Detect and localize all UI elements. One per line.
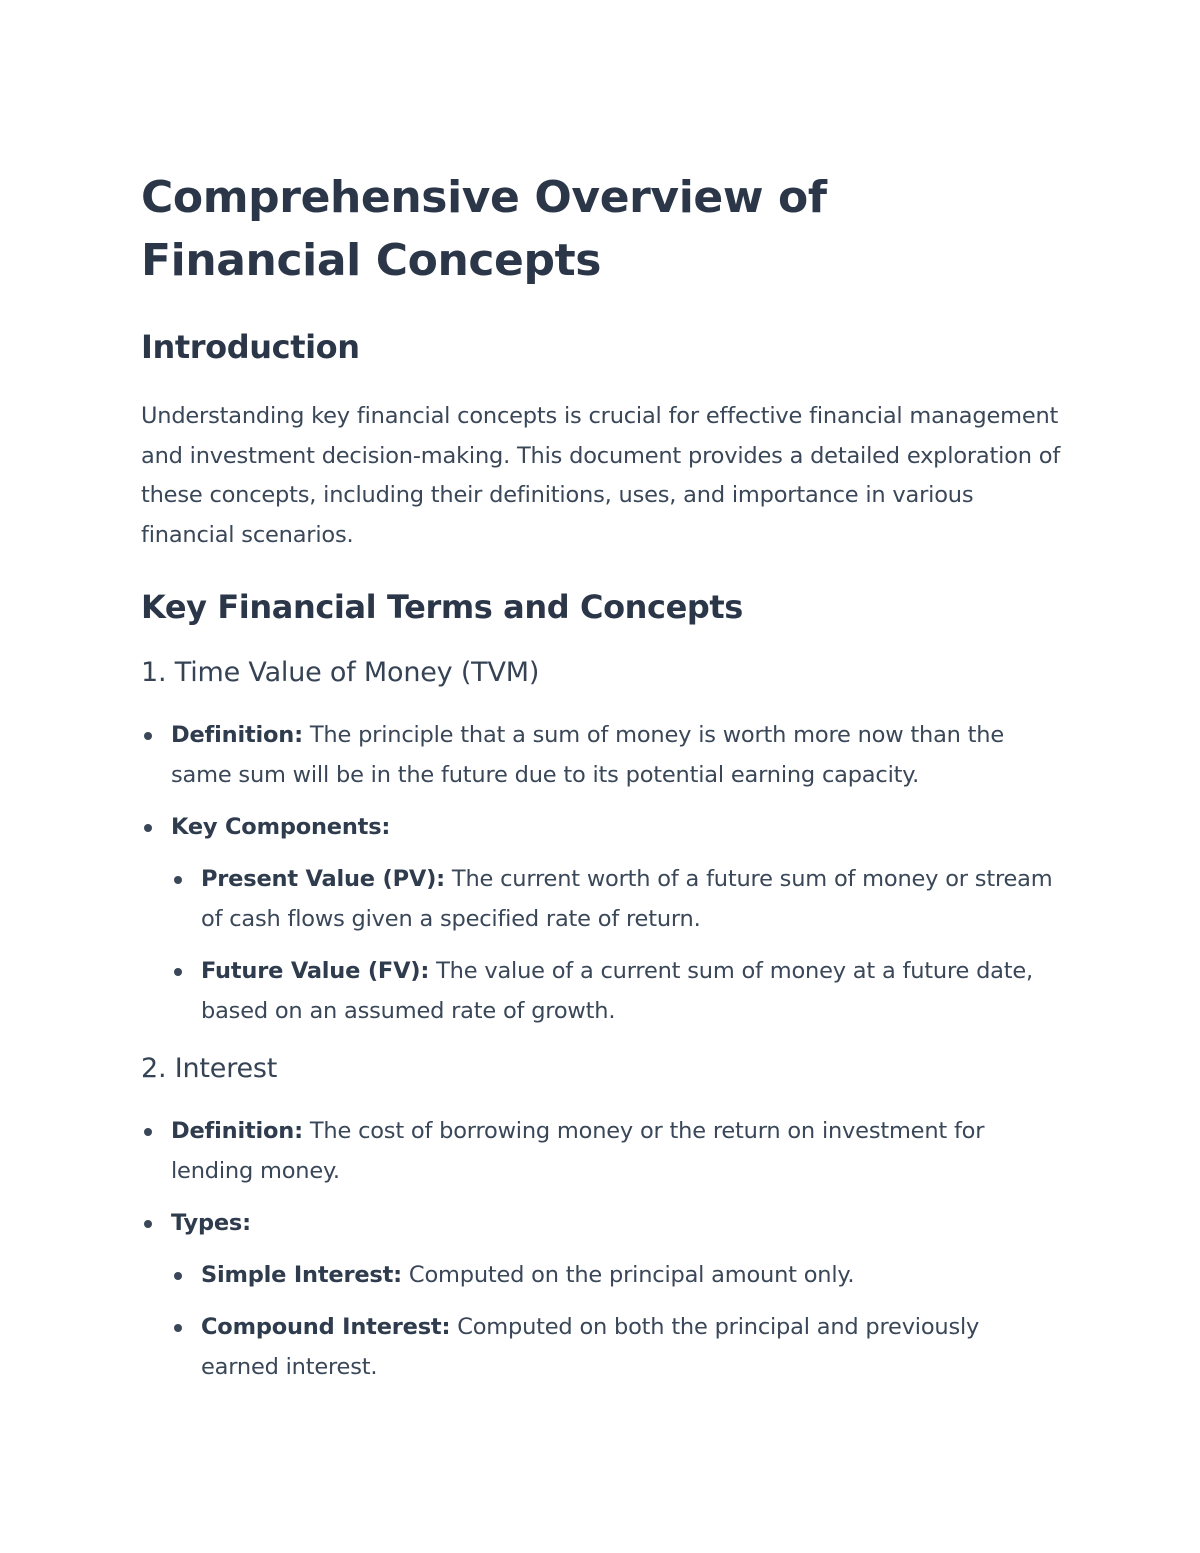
tvm-components-label: Key Components: — [171, 814, 391, 840]
pv-text: The current worth of a future sum of money or stream of cash flows given a specified rate of return. — [201, 866, 1053, 932]
interest-heading: 2. Interest — [141, 1053, 278, 1084]
pv-label: Present Value (PV): — [201, 866, 445, 892]
simple-interest-label: Simple Interest: — [201, 1262, 402, 1288]
interest-list — [141, 1111, 1061, 1387]
bullet-icon — [144, 824, 152, 832]
simple-interest-text: Computed on the principal amount only. — [401, 1262, 855, 1288]
bullet-icon — [144, 1128, 152, 1136]
fv-item — [171, 951, 1061, 1031]
interest-types-sublist — [171, 1255, 1061, 1387]
introduction-paragraph: Understanding key financial concepts is crucial for effective financial management and investment decision-making. This document provides a detailed exploration of these concepts, including their definitions, uses, and importance in various financial scenarios. — [141, 403, 1061, 548]
tvm-heading: 1. Time Value of Money (TVM) — [141, 657, 540, 688]
key-terms-heading: Key Financial Terms and Concepts — [141, 588, 743, 626]
pv-item — [171, 859, 1061, 939]
interest-definition-text: The cost of borrowing money or the return on investment for lending money. — [171, 1118, 985, 1184]
interest-definition-label: Definition: — [171, 1118, 303, 1144]
compound-interest-item — [171, 1307, 1061, 1387]
bullet-icon — [174, 1272, 182, 1280]
tvm-components-item — [141, 807, 1061, 1031]
interest-definition-item — [141, 1111, 1061, 1191]
bullet-icon — [144, 732, 152, 740]
bullet-icon — [174, 876, 182, 884]
simple-interest-item — [171, 1255, 1061, 1295]
compound-interest-label: Compound Interest: — [201, 1314, 451, 1340]
fv-label: Future Value (FV): — [201, 958, 430, 984]
tvm-definition-label: Definition: — [171, 722, 303, 748]
bullet-icon — [174, 968, 182, 976]
bullet-icon — [174, 1324, 182, 1332]
interest-types-item — [141, 1203, 1061, 1387]
introduction-heading: Introduction — [141, 328, 360, 366]
tvm-list — [141, 715, 1061, 1031]
tvm-components-sublist — [171, 859, 1061, 1031]
document-content — [141, 166, 1061, 1399]
bullet-icon — [144, 1220, 152, 1228]
compound-interest-text: Computed on both the principal and previously earned interest. — [201, 1314, 980, 1380]
document-title: Comprehensive Overview of Financial Concepts — [141, 172, 827, 286]
tvm-definition-text: The principle that a sum of money is worth more now than the same sum will be in the future due to its potential earning capacity. — [171, 722, 1004, 788]
fv-text: The value of a current sum of money at a future date, based on an assumed rate of growth. — [201, 958, 1033, 1024]
interest-types-label: Types: — [171, 1210, 251, 1236]
tvm-definition-item — [141, 715, 1061, 795]
